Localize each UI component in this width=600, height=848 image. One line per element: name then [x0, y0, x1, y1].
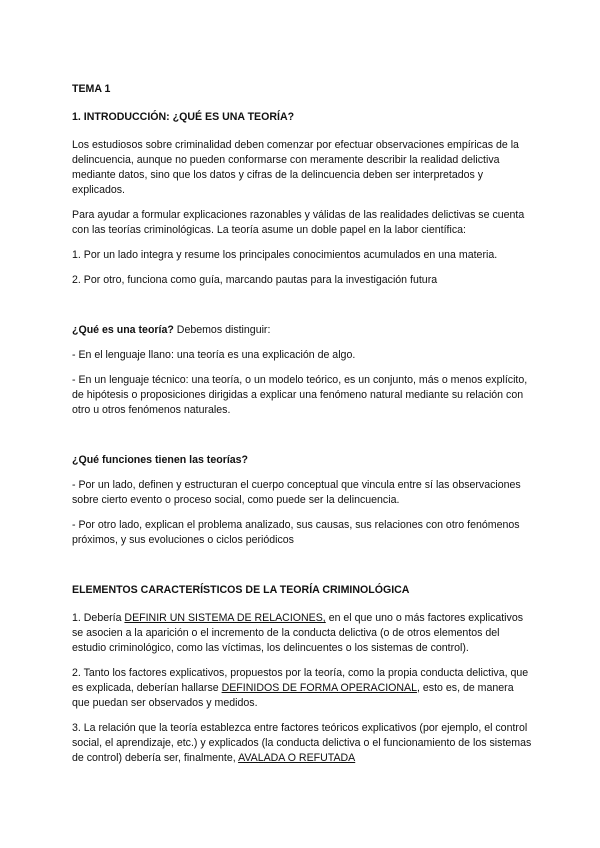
elemento-2-underlined: DEFINIDOS DE FORMA OPERACIONAL: [221, 682, 418, 694]
intro-paragraph-2: Para ayudar a formular explicaciones razonables y válidas de las realidades delictivas se cuenta con las teorías criminológicas. La teoría asume un doble papel en la labor científica:: [72, 209, 525, 236]
elementos-title: ELEMENTOS CARACTERÍSTICOS DE LA TEORÍA CRIMINOLÓGICA: [72, 584, 410, 596]
elemento-1-text-a: 1. Debería: [72, 612, 125, 624]
intro-paragraph-1: Los estudiosos sobre criminalidad deben comenzar por efectuar observaciones empíricas de la delincuencia, aunque no pueden conformarse con meramente describir la realidad delictiva mediante datos, sino que los datos y cifras de la delincuencia deben ser interpretados y explicados.: [72, 139, 519, 196]
que-es-question: ¿Qué es una teoría?: [72, 324, 174, 336]
funcion-2: - Por otro lado, explican el problema analizado, sus causas, sus relaciones con otro fenómenos próximos, y sus evoluciones o ciclos periódicos: [72, 519, 520, 546]
elemento-2: [72, 666, 532, 711]
elemento-3: [72, 721, 532, 766]
elemento-2-text-b: , esto es, de manera que puedan ser observados y medidos.: [72, 682, 514, 709]
elemento-3-underlined: AVALADA O REFUTADA: [238, 752, 356, 764]
definition-tecnico: - En un lenguaje técnico: una teoría, o un modelo teórico, es un conjunto, más o menos explícito, de hipótesis o proposiciones dirigidas a explicar una fenómeno natural mediante su relación con otro u otros fenómenos naturales.: [72, 374, 528, 416]
elemento-1-underlined: DEFINIR UN SISTEMA DE RELACIONES,: [124, 612, 326, 624]
elemento-1: [72, 611, 532, 656]
elemento-1-text-b: en el que uno o más factores explicativos se asocien a la aparición o el incremento de la conducta delictiva (o de otros elementos del estudio criminológico, como las víctimas, los delincuentes o los sistemas de control).: [72, 612, 524, 654]
elemento-2-text-a: 2. Tanto los factores explicativos, propuestos por la teoría, como la propia conducta delictiva, que es explicada, deberían hallarse: [72, 667, 529, 694]
intro-title: 1. INTRODUCCIÓN: ¿QUÉ ES UNA TEORÍA?: [72, 111, 295, 123]
tema-heading: TEMA 1: [72, 83, 111, 95]
intro-item-2: 2. Por otro, funciona como guía, marcando pautas para la investigación futura: [72, 274, 438, 286]
funcion-1: - Por un lado, definen y estructuran el cuerpo conceptual que vincula entre sí las observaciones sobre cierto evento o proceso social, como puede ser la delincuencia.: [72, 479, 521, 506]
document-page: [72, 82, 532, 776]
que-es-rest: Debemos distinguir:: [173, 324, 271, 336]
elemento-3-text-a: 3. La relación que la teoría establezca entre factores teóricos explicativos (por ejemplo, el control social, el aprendizaje, etc.) y explicados (la conducta delictiva o el funcionamiento de los sistemas de control) debería ser, finalmente,: [72, 722, 532, 764]
intro-item-1: 1. Por un lado integra y resume los principales conocimientos acumulados en una materia.: [72, 249, 498, 261]
funciones-title: ¿Qué funciones tienen las teorías?: [72, 454, 249, 466]
que-es-line: [72, 323, 532, 338]
definition-llano: - En el lenguaje llano: una teoría es una explicación de algo.: [72, 349, 356, 361]
